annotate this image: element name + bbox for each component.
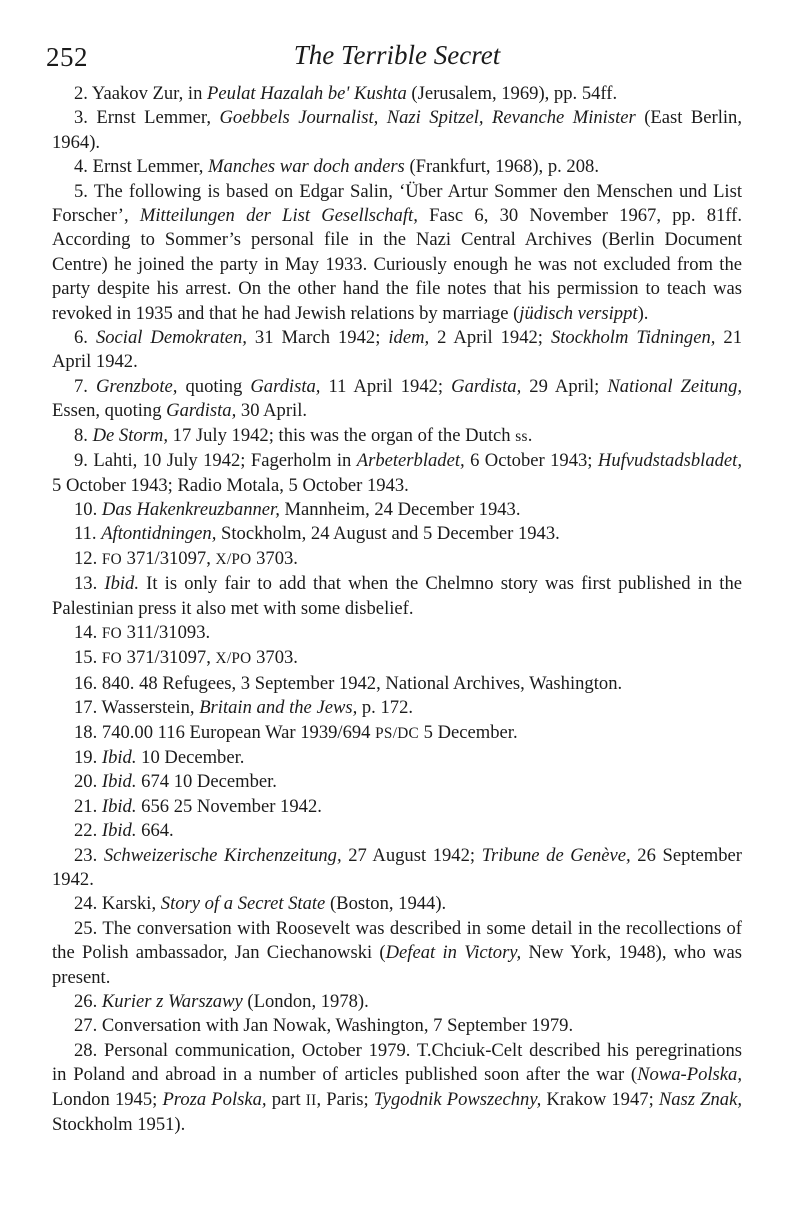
endnote-title-text: Ibid.	[104, 573, 140, 595]
endnote-title-text: Stockholm Tidningen,	[550, 327, 716, 349]
endnote-text: 12.	[74, 547, 102, 569]
endnote-text: part	[266, 1088, 306, 1110]
endnotes-list	[52, 82, 742, 1137]
endnote-22	[52, 819, 742, 843]
endnote-13	[52, 572, 742, 621]
endnote-text: 8.	[74, 424, 93, 446]
endnote-text: 27 August 1942;	[341, 844, 482, 866]
endnote-text: FO	[101, 624, 122, 642]
endnote-title-text: Nowa-Polska,	[637, 1064, 742, 1086]
endnote-title-text: Gardista,	[250, 375, 321, 397]
endnote-7	[52, 375, 742, 424]
endnote-text: 29 April;	[521, 375, 608, 397]
endnote-title-text: Defeat in Victory,	[385, 942, 522, 964]
endnote-text: 3703.	[251, 547, 298, 569]
endnote-20	[52, 770, 742, 794]
endnote-text: 3703.	[251, 647, 298, 669]
endnote-5	[52, 180, 742, 326]
endnote-11	[52, 522, 742, 546]
endnote-text: 2. Yaakov Zur, in	[74, 83, 208, 104]
endnote-text: New York, 1948), who was present.	[52, 942, 742, 988]
endnote-16	[52, 672, 742, 696]
endnote-text: Stockholm 1951).	[52, 1114, 186, 1136]
endnote-text: 17 July 1942; this was the organ of the Dutch	[168, 424, 516, 446]
endnote-title-text: Peulat Hazalah be' Kushta	[207, 83, 407, 104]
endnote-text: (Jerusalem, 1969), pp. 54ff.	[406, 83, 618, 104]
endnote-text: 371/31097,	[122, 547, 216, 569]
endnote-text: II	[305, 1091, 317, 1109]
endnote-28	[52, 1039, 742, 1138]
endnote-title-text: Nasz Znak,	[658, 1088, 742, 1110]
endnote-text: (Boston, 1944).	[325, 893, 447, 915]
endnote-title-text: Hufvudstadsbladet,	[597, 450, 742, 472]
endnote-title-text: Aftontidningen,	[101, 523, 217, 545]
endnote-8	[52, 424, 742, 449]
endnote-title-text: idem,	[388, 327, 430, 349]
endnote-23	[52, 844, 742, 893]
endnote-title-text: Arbeterbladet,	[356, 450, 465, 472]
endnote-text: 21 April 1942.	[52, 327, 742, 373]
endnote-title-text: Mitteilungen der List Gesellschaft,	[139, 205, 418, 227]
endnote-text: 20.	[74, 771, 102, 793]
endnote-text: FO	[101, 550, 122, 568]
endnote-title-text: jüdisch versippt	[519, 302, 638, 324]
endnote-text: 9. Lahti, 10 July 1942; Fagerholm in	[74, 450, 357, 472]
endnote-text: (London, 1978).	[242, 991, 369, 1013]
endnote-text: 11.	[74, 523, 102, 545]
endnote-text: 27. Conversation with Jan Nowak, Washington, 7 September 1979.	[74, 1015, 574, 1037]
endnote-text: 7.	[74, 375, 96, 397]
endnote-title-text: Story of a Secret State	[160, 893, 326, 915]
endnote-text: 17. Wasserstein,	[74, 697, 200, 719]
endnote-title-text: Ibid.	[101, 795, 137, 817]
endnote-text: 674 10 December.	[136, 771, 277, 793]
endnote-text: 22.	[74, 820, 102, 842]
endnote-title-text: Ibid.	[101, 820, 137, 842]
endnote-title-text: National Zeitung,	[607, 375, 743, 397]
endnote-title-text: Kurier z Warszawy	[101, 991, 243, 1013]
endnote-text: 5 October 1943; Radio Motala, 5 October 1943.	[52, 474, 409, 496]
endnote-text: ).	[637, 302, 649, 324]
endnote-text: 13.	[74, 573, 105, 595]
endnote-title-text: Schweizerische Kirchenzeitung,	[103, 844, 342, 866]
endnote-text: 23.	[74, 844, 104, 866]
endnote-text: 28. Personal communication, October 1979. T.Chciuk-Celt described his peregrinations in Poland and abroad in a number of articles published soon after the war (	[52, 1039, 742, 1086]
endnote-text: 14.	[74, 621, 102, 643]
endnote-text: 5 December.	[419, 721, 518, 743]
endnote-title-text: Tygodnik Powszechny,	[373, 1088, 542, 1110]
endnote-text: Essen, quoting	[52, 400, 167, 422]
endnote-title-text: Tribune de Genève,	[481, 844, 631, 866]
endnote-text: p. 172.	[357, 697, 414, 719]
running-title: The Terrible Secret	[293, 40, 501, 70]
endnote-26	[52, 990, 742, 1014]
endnote-text: Krakow 1947;	[541, 1088, 659, 1110]
endnote-25	[52, 917, 742, 990]
endnote-text: FO	[101, 650, 122, 668]
endnote-text: 2 April 1942;	[429, 327, 551, 349]
endnote-text: 31 March 1942;	[246, 327, 389, 349]
endnote-text: 656 25 November 1942.	[136, 795, 322, 817]
endnote-19	[52, 746, 742, 770]
endnote-text: 30 April.	[236, 400, 308, 422]
endnote-text: 6 October 1943;	[464, 450, 598, 472]
endnote-text: X/PO	[215, 550, 252, 568]
endnote-text: 6.	[74, 327, 96, 349]
endnote-text: 19.	[74, 746, 102, 768]
endnote-text: Mannheim, 24 December 1943.	[279, 498, 521, 520]
endnote-title-text: De Storm,	[92, 424, 168, 446]
endnote-title-text: Ibid.	[101, 771, 137, 793]
endnote-text: 10.	[74, 498, 102, 520]
endnote-21	[52, 795, 742, 819]
endnote-text: Fasc 6, 30 November 1967, pp. 81ff. According to Sommer’s personal file in the Nazi Central Archives (Berlin Document Centre) he joined the party in May 1933. Curiously enough he was not excluded from the party despite his arrest. On the other hand the file notes that his permission to teach was revoked in 1935 and that he had Jewish relations by marriage (	[52, 205, 742, 324]
endnote-9	[52, 449, 742, 498]
endnote-text: 15.	[74, 647, 102, 669]
endnote-title-text: Proza Polska,	[162, 1088, 267, 1110]
endnote-text: It is only fair to add that when the Chelmno story was first published in the Palestinian press it also met with some disbelief.	[52, 573, 743, 619]
endnote-12	[52, 547, 742, 572]
endnote-text: 10 December.	[136, 746, 245, 768]
endnote-text: 311/31093.	[122, 621, 211, 643]
endnote-text: 21.	[74, 795, 102, 817]
endnote-title-text: Goebbels Journalist, Nazi Spitzel, Revanche Minister	[219, 107, 636, 129]
endnote-title-text: Social Demokraten,	[95, 327, 247, 349]
endnote-title-text: Gardista,	[166, 400, 237, 422]
endnote-text: , Paris;	[316, 1088, 374, 1110]
endnote-24	[52, 892, 742, 916]
endnote-4	[52, 155, 742, 179]
endnote-6	[52, 326, 742, 375]
endnote-text: quoting	[177, 375, 251, 397]
endnote-text: 664.	[136, 820, 174, 842]
endnote-text: 371/31097,	[122, 647, 216, 669]
page-header	[46, 40, 742, 74]
endnote-title-text: Das Hakenkreuzbanner,	[101, 498, 280, 520]
endnote-text: ss	[515, 427, 528, 445]
endnote-title-text: Manches war doch anders	[208, 156, 405, 178]
endnote-18	[52, 721, 742, 746]
endnote-text: 18. 740.00 116 European War 1939/694	[74, 721, 376, 743]
endnote-3	[52, 106, 742, 155]
endnote-text: 26.	[74, 991, 102, 1013]
endnote-title-text: Britain and the Jews,	[199, 697, 358, 719]
endnote-text: 3. Ernst Lemmer,	[74, 107, 220, 129]
endnote-text: 11 April 1942;	[320, 375, 452, 397]
endnote-2	[52, 82, 742, 106]
endnote-text: 5. The following is based on Edgar Salin, ‘Über Artur Sommer den Menschen und List Forscher’,	[52, 180, 742, 227]
endnote-17	[52, 696, 742, 720]
endnote-10	[52, 498, 742, 522]
endnote-text: PS/DC	[375, 724, 420, 742]
endnote-text: 26 September 1942.	[52, 844, 742, 890]
endnote-text: 25. The conversation with Roosevelt was described in some detail in the recollections of the Polish ambassador, Jan Ciechanowski (	[52, 917, 742, 964]
endnote-text: (East Berlin, 1964).	[52, 107, 743, 153]
endnote-title-text: Gardista,	[451, 375, 522, 397]
endnote-text: (Frankfurt, 1968), p. 208.	[404, 156, 599, 178]
book-page	[46, 40, 743, 1137]
endnote-text: London 1945;	[52, 1088, 163, 1110]
endnote-text: 4. Ernst Lemmer,	[74, 156, 209, 178]
endnote-text: Stockholm, 24 August and 5 December 1943.	[216, 523, 560, 545]
endnote-title-text: Ibid.	[101, 746, 137, 768]
page-number: 252	[46, 42, 88, 72]
endnote-15	[52, 646, 742, 671]
endnote-14	[52, 621, 742, 646]
endnote-text: .	[527, 424, 533, 446]
endnote-text: 16. 840. 48 Refugees, 3 September 1942, National Archives, Washington.	[74, 672, 623, 694]
endnote-title-text: Grenzbote,	[96, 375, 178, 397]
endnote-27	[52, 1014, 742, 1038]
endnote-text: X/PO	[215, 650, 252, 668]
endnote-text: 24. Karski,	[74, 893, 161, 915]
